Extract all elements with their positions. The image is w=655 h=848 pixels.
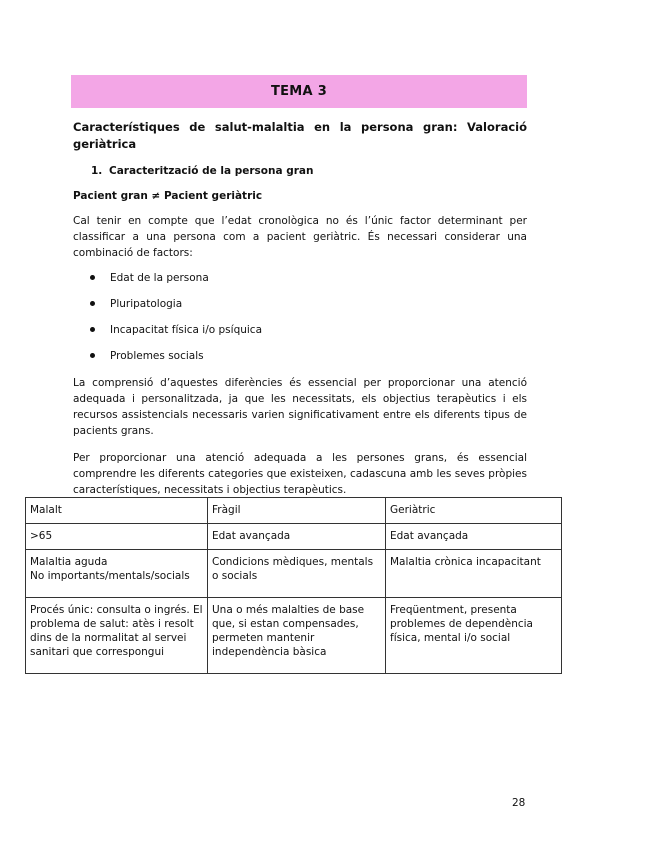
differences-paragraph: La comprensió d’aquestes diferències és essencial per proporcionar una atenció adequada i personalitzada, ja que les necessitats, els objectius terapèutics i els recursos assistencials necessaris varien significativament entre els diferents tipus de pacients grans.: [73, 377, 527, 437]
list-item: [90, 297, 262, 323]
table-cell: Edat avançada: [208, 524, 386, 550]
chapter-heading: Característiques de salut-malaltia en la persona gran: Valoració geriàtrica: [73, 120, 527, 151]
table-row: [26, 524, 562, 550]
table-cell: Geriàtric: [386, 498, 562, 524]
topic-title: TEMA 3: [270, 84, 328, 99]
intro-paragraph: Cal tenir en compte que l’edat cronològica no és l’únic factor determinant per classificar a una persona com a pacient geriàtric. És necessari considerar una combinació de factors:: [73, 215, 527, 259]
table-cell: Condicions mèdiques, mentals o socials: [208, 550, 386, 598]
table-cell: Procés únic: consulta o ingrés. El problema de salut: atès i resolt dins de la normalitat al servei sanitari que correspongui: [26, 598, 208, 674]
table-cell: >65: [26, 524, 208, 550]
bullet-icon: [90, 353, 95, 358]
table-cell: Malaltia crònica incapacitant: [386, 550, 562, 598]
table-cell: Freqüentment, presenta problemes de dependència física, mental i/o social: [386, 598, 562, 674]
list-item-text: Incapacitat física i/o psíquica: [110, 324, 263, 336]
list-item: [90, 323, 262, 349]
table-row: [26, 598, 562, 674]
bullet-icon: [90, 275, 95, 280]
section-number: 1.: [91, 165, 103, 177]
table-cell: Malaltia aguda No importants/mentals/socials: [26, 550, 208, 598]
section-heading: [91, 164, 314, 178]
section-title: Caracterització de la persona gran: [109, 165, 314, 177]
categories-paragraph: Per proporcionar una atenció adequada a les persones grans, és essencial comprendre les diferents categories que existeixen, cadascuna amb les seves pròpies característiques, necessitats i objectius terapèutics.: [73, 452, 527, 496]
list-item-text: Pluripatologia: [110, 298, 183, 310]
list-item-text: Problemes socials: [110, 350, 204, 362]
table-cell: Fràgil: [208, 498, 386, 524]
topic-banner: [71, 75, 527, 108]
table-cell: Malalt: [26, 498, 208, 524]
bullet-icon: [90, 301, 95, 306]
table-cell: Una o més malalties de base que, si estan compensades, permeten mantenir independència bàsica: [208, 598, 386, 674]
list-item: [90, 271, 262, 297]
page-number: 28: [512, 797, 526, 809]
list-item-text: Edat de la persona: [110, 272, 209, 284]
factor-list: [90, 271, 262, 375]
table-row: [26, 550, 562, 598]
table-header-row: [26, 498, 562, 524]
table-cell: Edat avançada: [386, 524, 562, 550]
list-item: [90, 349, 262, 375]
bullet-icon: [90, 327, 95, 332]
patient-comparison-line: Pacient gran ≠ Pacient geriàtric: [73, 190, 263, 202]
patient-categories-table: [25, 497, 562, 674]
